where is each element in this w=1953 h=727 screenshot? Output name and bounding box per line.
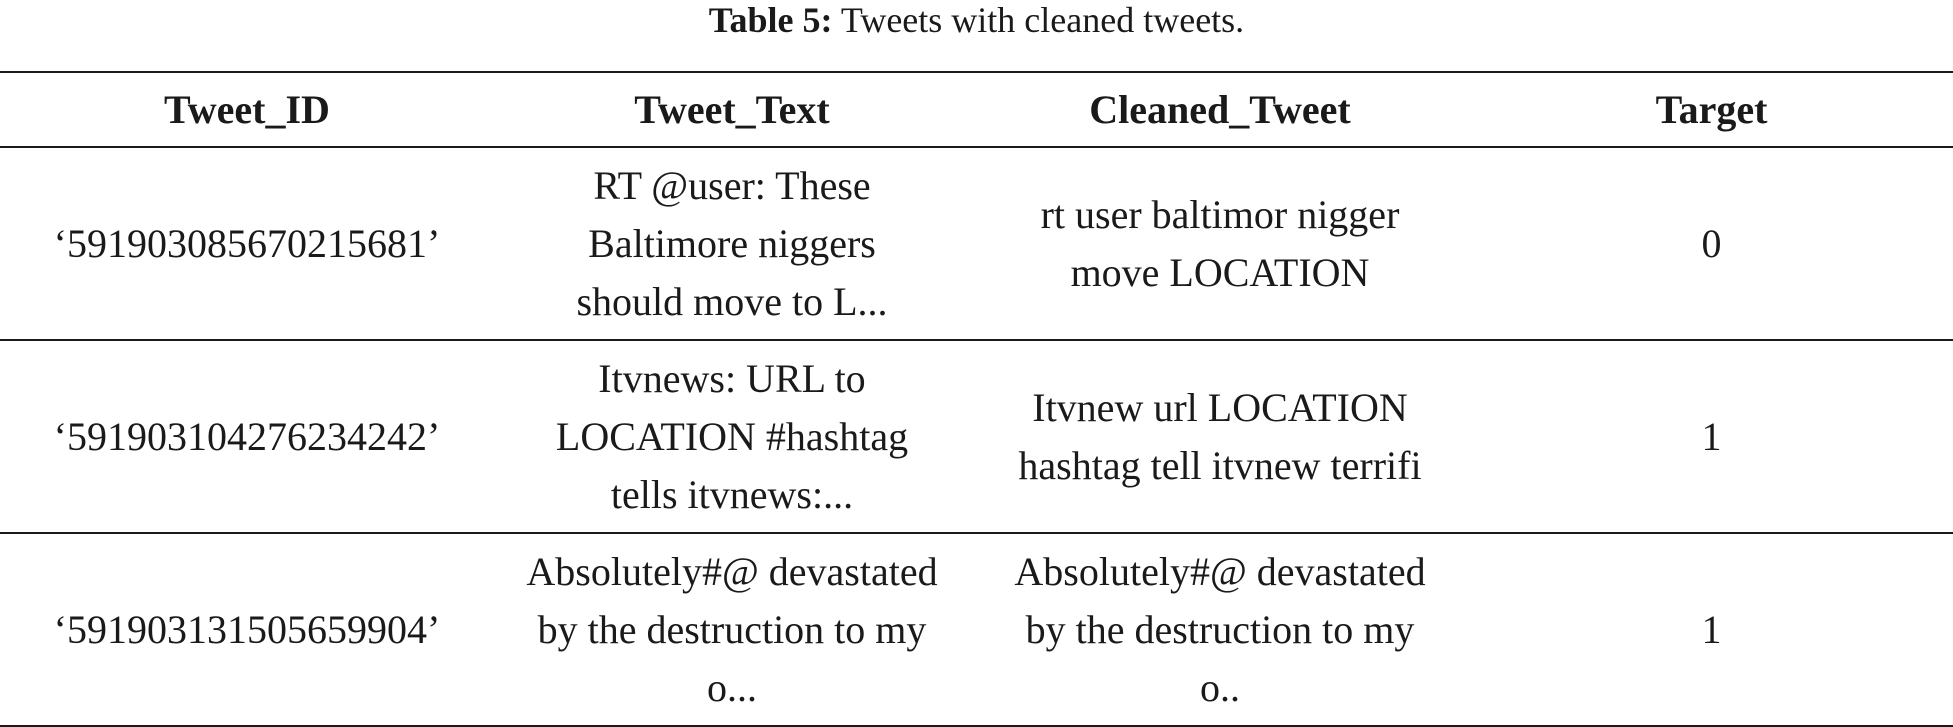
cell-tweet-text [494, 340, 970, 533]
cell-target: 1 [1701, 413, 1722, 459]
cell-cleaned-tweet [970, 147, 1470, 340]
cell-cleaned-tweet [970, 340, 1470, 533]
table-row [0, 340, 1953, 533]
cleaned-tweet-value: rt user baltimor nigger move LOCATION [1040, 191, 1400, 295]
header-tweet-id: Tweet_ID [164, 87, 330, 132]
table-header [0, 72, 1953, 147]
cell-target: 0 [1701, 220, 1722, 266]
cell-tweet-text [494, 147, 970, 340]
table-row [0, 533, 1953, 726]
tweet-text-value: Itvnews: URL to LOCATION #hashtag tells itvnews:... [555, 355, 909, 517]
cell-target: 1 [1701, 606, 1722, 652]
tweet-text-value: Absolutely#@ devastated by the destruction to my o... [526, 548, 938, 710]
cleaned-tweet-value: Absolutely#@ devastated by the destruction to my o.. [1014, 548, 1426, 710]
header-cleaned-tweet: Cleaned_Tweet [1089, 87, 1351, 132]
table-body [0, 147, 1953, 726]
table-caption-label: Table 5: [708, 0, 833, 40]
header-row [0, 72, 1953, 147]
cell-tweet-id: ‘591903085670215681’ [53, 220, 441, 266]
cell-tweet-id: ‘591903104276234242’ [53, 413, 441, 459]
table-caption [0, 0, 1953, 40]
cleaned-tweet-value: Itvnew url LOCATION hashtag tell itvnew terrifi [1018, 384, 1422, 488]
header-tweet-text: Tweet_Text [634, 87, 830, 132]
table-row [0, 147, 1953, 340]
table-caption-text: Tweets with cleaned tweets. [832, 0, 1245, 40]
tweet-text-value: RT @user: These Baltimore niggers should move to L... [576, 162, 888, 324]
cell-cleaned-tweet [970, 533, 1470, 726]
cell-tweet-id: ‘591903131505659904’ [53, 606, 441, 652]
cell-tweet-text [494, 533, 970, 726]
tweets-table [0, 71, 1953, 727]
header-target: Target [1655, 87, 1768, 132]
